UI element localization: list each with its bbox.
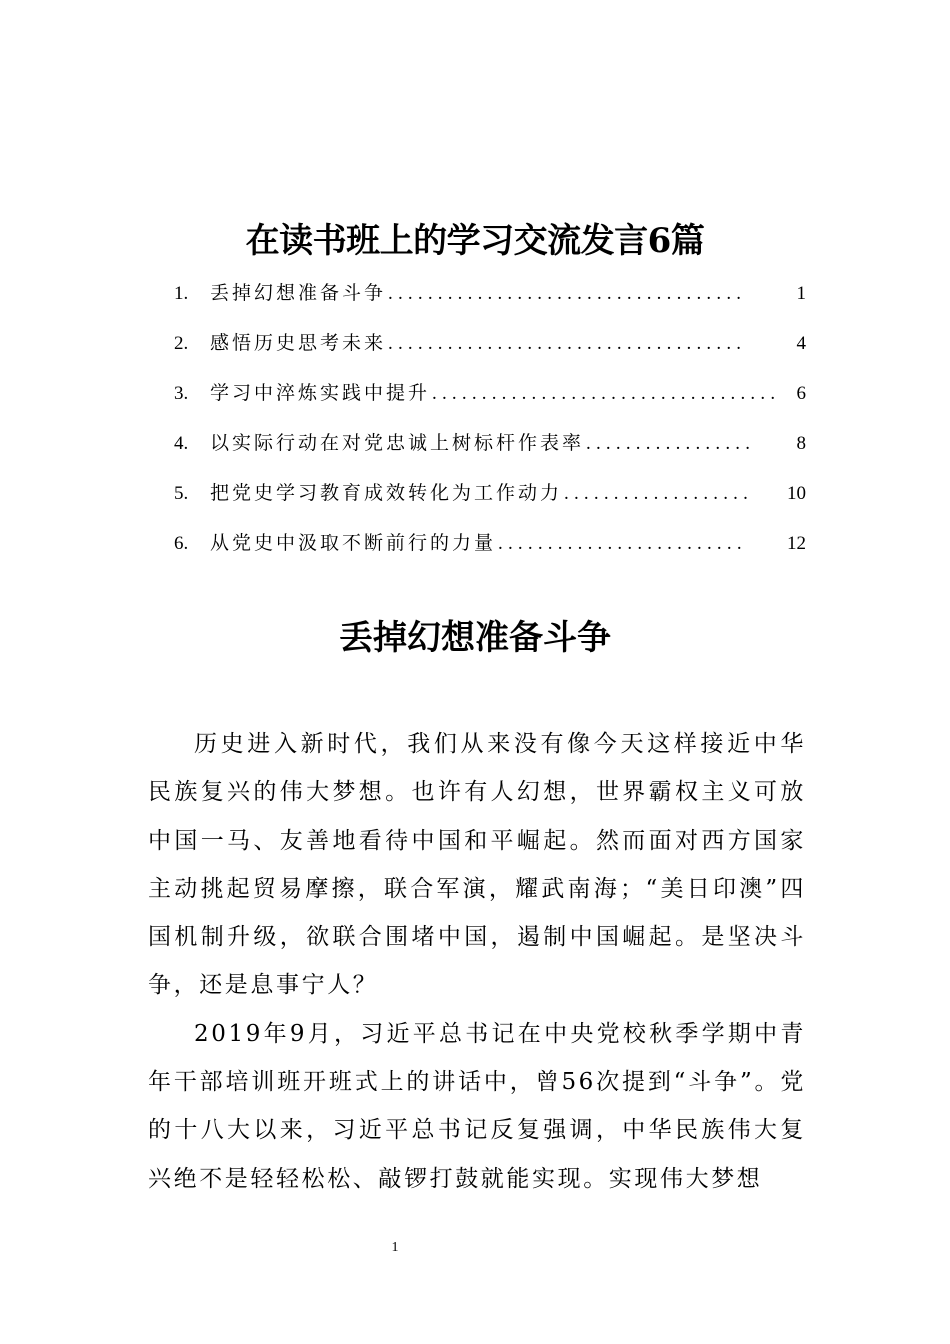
toc-item-title: 感悟历史思考未来 [210,332,387,354]
toc-item-page: 6 [796,383,806,404]
toc-item[interactable] [174,278,806,328]
toc-item-leader: ................. [586,433,756,454]
toc-item-title: 以实际行动在对党忠诚上树标杆作表率 [210,432,585,454]
toc-item[interactable] [174,528,806,578]
toc-item[interactable] [174,478,806,528]
toc-item-leader: ......................... [498,533,747,554]
document-title: 在读书班上的学习交流发言6篇 [245,221,705,261]
toc-item-number: 6. [174,533,189,554]
paragraph: 2019年9月，习近平总书记在中央党校秋季学期中青年干部培训班开班式上的讲话中，曾56次提到“斗争”。党的十八大以来，习近平总书记反复强调，中华民族伟大复兴绝不是轻轻松松、敲锣打鼓就能实现。实现伟大梦想 [148,1020,806,1192]
body-text [148,720,806,1203]
toc-item-page: 1 [796,283,806,304]
section-title: 丢掉幻想准备斗争 [339,618,611,658]
toc-item-page: 12 [787,533,806,554]
paragraph: 历史进入新时代，我们从来没有像今天这样接近中华民族复兴的伟大梦想。也许有人幻想，世界霸权主义可放中国一马、友善地看待中国和平崛起。然而面对西方国家主动挑起贸易摩擦，联合军演，耀武南海；“美日印澳”四国机制升级，欲联合围堵中国，遏制中国崛起。是坚决斗争，还是息事宁人？ [148,731,806,999]
toc-item-leader: .................................... [388,283,747,304]
toc-item-title: 丢掉幻想准备斗争 [210,282,387,304]
toc-item[interactable] [174,328,806,378]
toc-item-page: 10 [787,483,806,504]
toc-item-number: 2. [174,333,189,354]
toc-item-number: 5. [174,483,189,504]
table-of-contents [174,278,806,578]
toc-item-leader: ................... [564,483,754,504]
toc-item-number: 3. [174,383,189,404]
toc-item[interactable] [174,428,806,478]
toc-item-number: 4. [174,433,189,454]
toc-item-title: 从党史中汲取不断前行的力量 [210,532,497,554]
toc-item-page: 4 [796,333,806,354]
page-number: 1 [391,1240,399,1255]
toc-item[interactable] [174,378,806,428]
toc-item-title: 把党史学习教育成效转化为工作动力 [210,482,563,504]
toc-item-title: 学习中淬炼实践中提升 [210,382,431,404]
toc-item-leader: .................................... [388,333,747,354]
toc-item-leader: ................................... [432,383,781,404]
toc-item-number: 1. [174,283,189,304]
toc-item-page: 8 [796,433,806,454]
